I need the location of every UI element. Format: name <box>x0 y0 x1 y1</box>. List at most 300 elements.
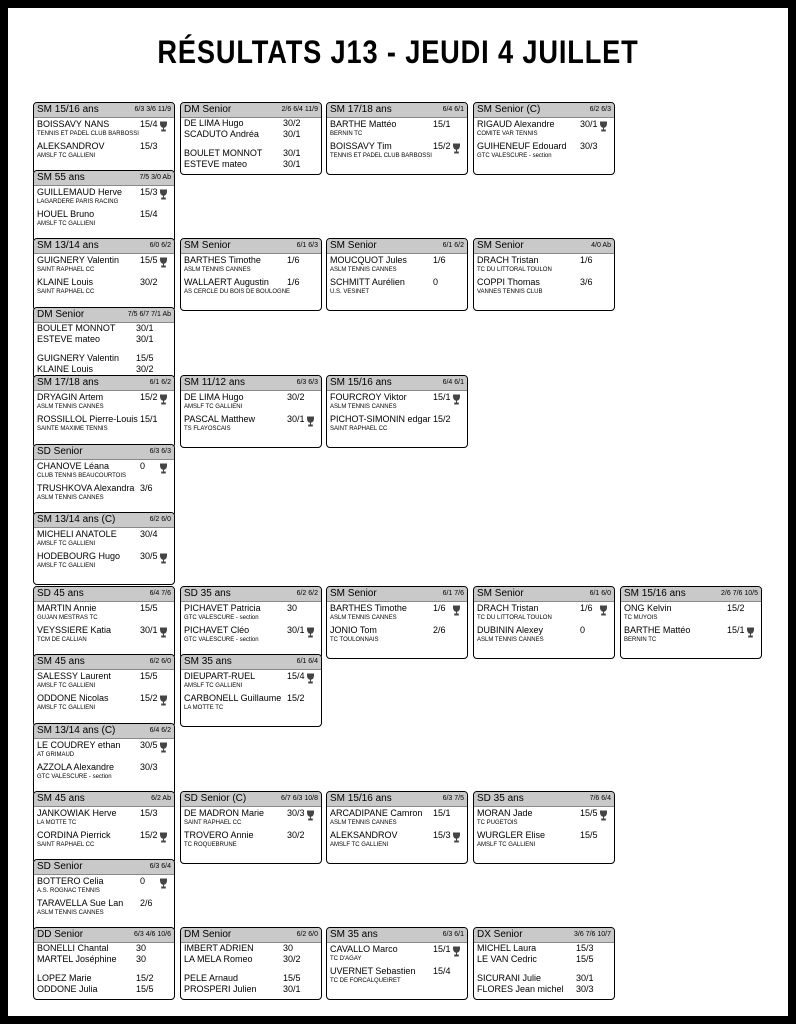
player-block <box>181 625 321 645</box>
player-club: TC DU LITTORAL TOULON <box>477 615 552 621</box>
match-body <box>474 943 614 999</box>
page-title: RÉSULTATS J13 - JEUDI 4 JUILLET <box>157 34 639 70</box>
player-block <box>34 141 174 161</box>
player-name: AZZOLA Alexandre <box>37 762 115 772</box>
player-club: TC D'AGAY <box>330 956 362 962</box>
player-block <box>34 671 174 691</box>
match-category: SM Senior <box>330 240 377 251</box>
player-block <box>474 830 614 850</box>
match-category: SM Senior <box>184 240 231 251</box>
player-block <box>34 551 174 571</box>
player-block <box>34 392 174 412</box>
player-row <box>621 625 761 636</box>
player-row <box>327 255 467 266</box>
player-row <box>327 830 467 841</box>
player-club: TC DU LITTORAL TOULON <box>477 267 552 273</box>
match-score: 6/1 6/4 <box>296 658 318 665</box>
match-score: 6/2 6/0 <box>296 931 318 938</box>
player-block <box>181 603 321 623</box>
player-block <box>474 255 614 275</box>
player-row <box>34 984 174 995</box>
match-card <box>33 444 175 517</box>
player-club: BERNIN TC <box>624 637 657 643</box>
match-category: SM Senior (C) <box>477 104 541 115</box>
player-ranking: 30/1 <box>140 625 158 635</box>
match-card <box>326 586 468 659</box>
player-row <box>181 414 321 425</box>
match-card <box>326 375 468 448</box>
player-name: WALLAERT Augustin <box>184 277 269 287</box>
player-row <box>181 954 321 965</box>
match-score: 3/6 7/6 10/7 <box>574 931 611 938</box>
match-category: SM 35 ans <box>330 929 378 940</box>
player-row <box>34 762 174 773</box>
match-header <box>34 445 174 460</box>
player-block <box>474 808 614 828</box>
match-body <box>181 391 321 447</box>
player-club: AMSLF TC GALLIENI <box>37 541 96 547</box>
trophy-icon <box>159 255 168 266</box>
player-ranking: 0 <box>140 461 146 471</box>
player-name: DIEUPART-RUEL <box>184 671 256 681</box>
player-row <box>474 603 614 614</box>
match-category: SM 13/14 ans <box>37 240 99 251</box>
match-header <box>327 792 467 807</box>
player-club: AMSLF TC GALLIENI <box>330 842 389 848</box>
player-name: FLORES Jean michel <box>477 984 564 994</box>
match-header <box>474 792 614 807</box>
match-category: SD 45 ans <box>37 588 84 599</box>
match-category: SM 13/14 ans (C) <box>37 514 116 525</box>
player-ranking: 15/2 <box>140 392 158 402</box>
player-ranking: 15/1 <box>727 625 745 635</box>
match-header <box>327 928 467 943</box>
player-club: TC ROQUEBRUNE <box>184 842 237 848</box>
player-ranking: 30 <box>136 943 147 953</box>
match-score: 6/3 4/6 10/6 <box>134 931 171 938</box>
player-row <box>34 808 174 819</box>
player-row <box>34 830 174 841</box>
player-club: ASLM TENNIS CANNES <box>330 404 397 410</box>
match-header <box>181 792 321 807</box>
player-ranking: 30/1 <box>283 984 301 994</box>
player-name: MOUCQUOT Jules <box>330 255 407 265</box>
player-block <box>34 625 174 645</box>
player-block <box>34 461 174 481</box>
player-name: DUBININ Alexey <box>477 625 544 635</box>
player-ranking: 30/1 <box>136 323 154 333</box>
match-body <box>474 254 614 310</box>
match-body <box>181 670 321 726</box>
player-ranking: 15/5 <box>140 255 158 265</box>
player-row <box>34 483 174 494</box>
player-block <box>327 944 467 964</box>
player-name: ROSSILLOL Pierre-Louis <box>37 414 138 424</box>
player-ranking: 15/5 <box>580 808 598 818</box>
match-card <box>33 859 175 932</box>
player-club: ASLM TENNIS CANNES <box>330 820 397 826</box>
player-ranking: 15/5 <box>576 954 594 964</box>
match-category: DM Senior <box>37 309 85 320</box>
player-block <box>34 603 174 623</box>
match-header <box>474 103 614 118</box>
team-block <box>474 973 614 995</box>
player-club: U.S. VESINET <box>330 289 370 295</box>
match-body <box>327 118 467 174</box>
match-card <box>180 102 322 175</box>
match-card <box>180 791 322 864</box>
player-row <box>34 364 174 375</box>
player-club: LA MOTTE TC <box>37 820 77 826</box>
player-name: CHANOVE Léana <box>37 461 110 471</box>
match-header <box>621 587 761 602</box>
match-category: SM Senior <box>330 588 377 599</box>
player-ranking: 15/3 <box>140 187 158 197</box>
match-category: SD Senior <box>37 861 83 872</box>
player-club: AMSLF TC GALLIENI <box>37 683 96 689</box>
match-body <box>34 118 174 174</box>
trophy-icon <box>599 808 608 819</box>
player-club: SAINT RAPHAEL CC <box>37 842 95 848</box>
match-score: 2/6 7/6 10/5 <box>721 590 758 597</box>
player-block <box>327 141 467 161</box>
player-ranking: 30/2 <box>287 392 305 402</box>
player-club: BERNIN TC <box>330 131 363 137</box>
match-header <box>34 587 174 602</box>
player-name: GUIGNERY Valentin <box>37 353 120 363</box>
player-ranking: 15/2 <box>287 693 305 703</box>
player-row <box>34 898 174 909</box>
match-card <box>33 238 175 311</box>
player-ranking: 15/5 <box>140 603 158 613</box>
match-body <box>474 602 614 658</box>
match-category: SD Senior <box>37 446 83 457</box>
match-category: SM 35 ans <box>184 656 232 667</box>
match-header <box>181 655 321 670</box>
player-block <box>181 671 321 691</box>
player-club: GUJAN MESTRAS TC <box>37 615 98 621</box>
trophy-icon <box>746 625 755 636</box>
player-name: JONIO Tom <box>330 625 377 635</box>
player-club: AT GRIMAUD <box>37 752 75 758</box>
match-score: 6/3 7/5 <box>442 795 464 802</box>
player-club: TENNIS ET PADEL CLUB BARBOSSI <box>330 153 432 159</box>
player-club: ASLM TENNIS CANNES <box>37 404 104 410</box>
player-club: GTC VALESCURE - section <box>477 153 552 159</box>
trophy-icon <box>452 603 461 614</box>
player-name: PROSPERI Julien <box>184 984 257 994</box>
player-ranking: 15/5 <box>580 830 598 840</box>
player-name: SICURANI Julie <box>477 973 542 983</box>
player-row <box>34 954 174 965</box>
match-header <box>474 587 614 602</box>
player-row <box>34 876 174 887</box>
match-header <box>34 655 174 670</box>
match-body <box>34 254 174 310</box>
player-row <box>474 943 614 954</box>
match-body <box>34 186 174 242</box>
player-row <box>34 334 174 345</box>
match-category: SM 17/18 ans <box>37 377 99 388</box>
player-name: PELE Arnaud <box>184 973 239 983</box>
player-row <box>34 603 174 614</box>
player-row <box>34 209 174 220</box>
player-ranking: 30/1 <box>283 159 301 169</box>
player-block <box>181 277 321 297</box>
match-score: 6/4 6/1 <box>442 106 464 113</box>
player-block <box>181 830 321 850</box>
trophy-icon <box>306 625 315 636</box>
player-row <box>181 603 321 614</box>
player-row <box>474 141 614 152</box>
match-card <box>33 307 175 380</box>
match-category: DX Senior <box>477 929 523 940</box>
match-body <box>181 807 321 863</box>
player-row <box>34 119 174 130</box>
trophy-icon <box>452 392 461 403</box>
match-score: 6/2 6/2 <box>296 590 318 597</box>
player-ranking: 30/1 <box>287 625 305 635</box>
match-card <box>33 927 175 1000</box>
player-name: BARTHES Timothe <box>330 603 407 613</box>
match-score: 6/2 6/0 <box>149 658 171 665</box>
player-row <box>327 625 467 636</box>
player-club: COMITE VAR TENNIS <box>477 131 538 137</box>
player-row <box>181 625 321 636</box>
match-score: 6/3 6/3 <box>296 379 318 386</box>
player-block <box>181 414 321 434</box>
player-row <box>34 353 174 364</box>
player-name: DE MADRON Marie <box>184 808 265 818</box>
player-ranking: 15/5 <box>136 984 154 994</box>
player-club: AMSLF TC GALLIENI <box>184 404 243 410</box>
player-row <box>327 808 467 819</box>
trophy-icon <box>452 944 461 955</box>
player-name: BONELLI Chantal <box>37 943 109 953</box>
team-block <box>181 148 321 170</box>
player-block <box>181 255 321 275</box>
match-category: SM 15/16 ans <box>330 793 392 804</box>
match-header <box>327 103 467 118</box>
player-name: COPPI Thomas <box>477 277 540 287</box>
match-body <box>181 602 321 658</box>
player-club: SAINT RAPHAEL CC <box>37 289 95 295</box>
match-category: DM Senior <box>184 104 232 115</box>
player-ranking: 0 <box>433 277 439 287</box>
player-ranking: 15/5 <box>136 353 154 363</box>
player-row <box>34 414 174 425</box>
match-score: 2/6 6/4 11/9 <box>281 106 318 113</box>
player-row <box>181 159 321 170</box>
player-name: LE COUDREY ethan <box>37 740 121 750</box>
player-block <box>34 277 174 297</box>
player-club: TCM DE CALLIAN <box>37 637 87 643</box>
player-block <box>327 392 467 412</box>
trophy-icon <box>159 693 168 704</box>
match-body <box>34 875 174 931</box>
player-row <box>181 943 321 954</box>
player-name: SALESSY Laurent <box>37 671 111 681</box>
player-club: ASLM TENNIS CANNES <box>330 267 397 273</box>
match-category: SM 11/12 ans <box>184 377 245 388</box>
player-ranking: 30 <box>136 954 147 964</box>
player-row <box>181 973 321 984</box>
match-header <box>327 587 467 602</box>
match-category: SM 45 ans <box>37 656 85 667</box>
player-club: ASLM TENNIS CANNES <box>184 267 251 273</box>
player-row <box>181 148 321 159</box>
trophy-icon <box>452 830 461 841</box>
match-category: SM 13/14 ans (C) <box>37 725 116 736</box>
match-card <box>180 654 322 727</box>
player-block <box>34 255 174 275</box>
match-category: DD Senior <box>37 929 84 940</box>
player-name: ONG Kelvin <box>624 603 672 613</box>
player-row <box>474 830 614 841</box>
player-row <box>34 671 174 682</box>
player-block <box>327 414 467 434</box>
player-block <box>34 740 174 760</box>
match-card <box>473 102 615 175</box>
player-block <box>474 119 614 139</box>
match-header <box>34 724 174 739</box>
player-name: ARCADIPANE Camron <box>330 808 423 818</box>
match-body <box>34 460 174 516</box>
player-row <box>181 693 321 704</box>
player-ranking: 2/6 <box>140 898 153 908</box>
match-score: 6/1 7/6 <box>442 590 464 597</box>
match-card <box>180 927 322 1000</box>
match-body <box>34 323 174 379</box>
player-row <box>181 118 321 129</box>
player-name: ESTEVE mateo <box>37 334 101 344</box>
player-ranking: 15/2 <box>433 141 451 151</box>
match-header <box>34 103 174 118</box>
player-club: TC TOULONNAIS <box>330 637 379 643</box>
player-block <box>34 483 174 503</box>
player-name: CORDINA Pierrick <box>37 830 111 840</box>
player-row <box>34 187 174 198</box>
player-name: DE LIMA Hugo <box>184 392 244 402</box>
player-name: SCADUTO Andréa <box>184 129 259 139</box>
player-club: TC DE FORCALQUEIRET <box>330 978 401 984</box>
player-club: SAINT RAPHAEL CC <box>184 820 242 826</box>
player-name: BOULET MONNOT <box>37 323 116 333</box>
player-ranking: 15/1 <box>433 944 451 954</box>
player-name: GUILLEMAUD Herve <box>37 187 123 197</box>
player-row <box>327 119 467 130</box>
match-score: 6/2 6/3 <box>589 106 611 113</box>
player-ranking: 15/2 <box>136 973 154 983</box>
player-row <box>34 973 174 984</box>
player-block <box>474 625 614 645</box>
player-ranking: 15/2 <box>140 693 158 703</box>
player-club: ASLM TENNIS CANNES <box>330 615 397 621</box>
match-header <box>34 513 174 528</box>
match-category: SM 15/16 ans <box>330 377 392 388</box>
match-score: 6/4 6/1 <box>442 379 464 386</box>
player-row <box>327 966 467 977</box>
player-row <box>474 277 614 288</box>
match-header <box>181 103 321 118</box>
player-row <box>474 625 614 636</box>
match-header <box>34 171 174 186</box>
player-row <box>474 255 614 266</box>
match-card <box>33 586 175 659</box>
player-ranking: 30/2 <box>283 118 301 128</box>
match-category: DM Senior <box>184 929 232 940</box>
player-ranking: 30/2 <box>287 830 305 840</box>
player-ranking: 30/4 <box>140 529 158 539</box>
player-club: GTC VALESCURE - section <box>184 615 259 621</box>
player-club: ASLM TENNIS CANNES <box>37 910 104 916</box>
player-club: AMSLF TC GALLIENI <box>37 705 96 711</box>
player-block <box>327 625 467 645</box>
match-score: 6/1 6/0 <box>589 590 611 597</box>
trophy-icon <box>159 461 168 472</box>
player-block <box>327 966 467 986</box>
player-club: LA MOTTE TC <box>184 705 224 711</box>
player-block <box>327 119 467 139</box>
player-block <box>34 876 174 896</box>
match-card <box>473 586 615 659</box>
player-name: MORAN Jade <box>477 808 533 818</box>
player-name: SCHMITT Aurélien <box>330 277 405 287</box>
player-block <box>327 808 467 828</box>
team-block <box>34 353 174 375</box>
player-block <box>34 209 174 229</box>
match-card <box>33 375 175 448</box>
match-body <box>621 602 761 658</box>
player-name: WURGLER Elise <box>477 830 546 840</box>
player-ranking: 30/1 <box>136 334 154 344</box>
player-club: AMSLF TC GALLIENI <box>184 683 243 689</box>
player-block <box>181 693 321 713</box>
player-name: GUIHENEUF Edouard <box>477 141 567 151</box>
match-category: SD 35 ans <box>184 588 231 599</box>
player-name: MARTIN Annie <box>37 603 97 613</box>
player-name: GUIGNERY Valentin <box>37 255 120 265</box>
player-name: PICHAVET Patricia <box>184 603 261 613</box>
match-card <box>33 791 175 864</box>
match-header <box>34 376 174 391</box>
player-ranking: 3/6 <box>140 483 153 493</box>
trophy-icon <box>159 740 168 751</box>
player-ranking: 15/4 <box>140 209 158 219</box>
player-ranking: 1/6 <box>580 603 593 613</box>
match-body <box>474 807 614 863</box>
player-row <box>474 119 614 130</box>
player-club: AS CERCLE DU BOIS DE BOULOGNE <box>184 289 291 295</box>
trophy-icon <box>159 119 168 130</box>
player-block <box>34 187 174 207</box>
player-ranking: 15/4 <box>287 671 305 681</box>
player-row <box>34 392 174 403</box>
player-row <box>621 603 761 614</box>
player-block <box>621 625 761 645</box>
player-block <box>327 255 467 275</box>
player-name: HOUEL Bruno <box>37 209 95 219</box>
match-body <box>181 943 321 999</box>
match-score: 6/3 6/1 <box>442 931 464 938</box>
trophy-icon <box>159 551 168 562</box>
player-name: RIGAUD Alexandre <box>477 119 555 129</box>
player-row <box>181 984 321 995</box>
player-ranking: 30/5 <box>140 551 158 561</box>
player-name: KLAINE Louis <box>37 277 94 287</box>
trophy-icon <box>159 625 168 636</box>
trophy-icon <box>599 603 608 614</box>
